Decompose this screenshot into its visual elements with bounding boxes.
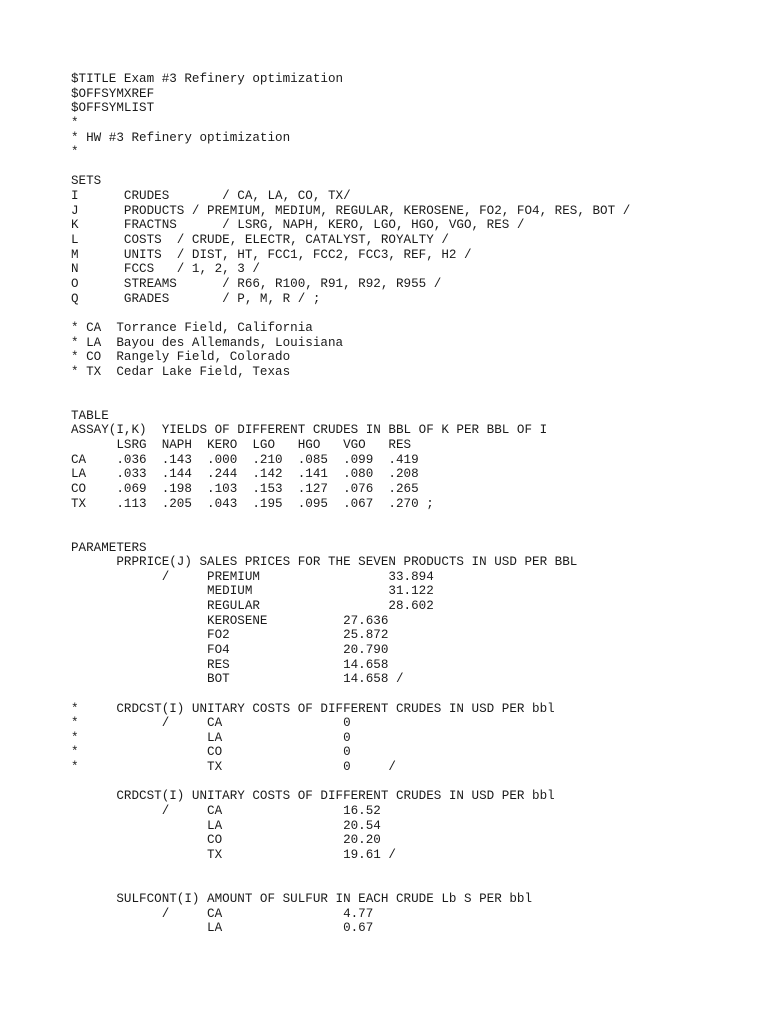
code-line: CRDCST(I) UNITARY COSTS OF DIFFERENT CRUDES IN USD PER bbl bbox=[71, 789, 555, 804]
code-line: * bbox=[71, 145, 79, 160]
code-line: / CA 4.77 bbox=[71, 906, 374, 921]
code-line: LA .033 .144 .244 .142 .141 .080 .208 bbox=[71, 467, 419, 482]
code-line: LA 20.54 bbox=[71, 818, 381, 833]
code-line: * bbox=[71, 115, 79, 130]
code-line: CO .069 .198 .103 .153 .127 .076 .265 bbox=[71, 481, 419, 496]
code-line: FO2 25.872 bbox=[71, 628, 389, 643]
code-line: Q GRADES / P, M, R / ; bbox=[71, 291, 321, 306]
code-line: * CRDCST(I) UNITARY COSTS OF DIFFERENT CRUDES IN USD PER bbl bbox=[71, 701, 555, 716]
code-line: J PRODUCTS / PREMIUM, MEDIUM, REGULAR, KEROSENE, FO2, FO4, RES, BOT / bbox=[71, 203, 631, 218]
code-line: PARAMETERS bbox=[71, 540, 147, 555]
code-line: RES 14.658 bbox=[71, 657, 389, 672]
code-line: / PREMIUM 33.894 bbox=[71, 569, 434, 584]
code-line: CO 20.20 bbox=[71, 833, 381, 848]
code-line bbox=[71, 379, 630, 394]
code-line: N FCCS / 1, 2, 3 / bbox=[71, 262, 260, 277]
code-line: * CO 0 bbox=[71, 745, 351, 760]
code-line: MEDIUM 31.122 bbox=[71, 584, 434, 599]
code-line: TABLE bbox=[71, 408, 109, 423]
gams-source-document bbox=[71, 72, 630, 936]
code-line: ASSAY(I,K) YIELDS OF DIFFERENT CRUDES IN BBL OF K PER BBL OF I bbox=[71, 423, 548, 438]
code-line bbox=[71, 511, 630, 526]
code-line: / CA 16.52 bbox=[71, 804, 381, 819]
code-line: I CRUDES / CA, LA, CO, TX/ bbox=[71, 189, 351, 204]
code-line: * TX Cedar Lake Field, Texas bbox=[71, 364, 291, 379]
code-line: M UNITS / DIST, HT, FCC1, FCC2, FCC3, REF, H2 / bbox=[71, 247, 472, 262]
code-line bbox=[71, 687, 630, 702]
code-line bbox=[71, 526, 630, 541]
code-line: TX 19.61 / bbox=[71, 847, 396, 862]
code-line: * LA Bayou des Allemands, Louisiana bbox=[71, 335, 344, 350]
code-line: * TX 0 / bbox=[71, 760, 396, 775]
code-line bbox=[71, 775, 630, 790]
code-line: PRPRICE(J) SALES PRICES FOR THE SEVEN PRODUCTS IN USD PER BBL bbox=[71, 555, 578, 570]
code-line bbox=[71, 863, 630, 878]
code-line: BOT 14.658 / bbox=[71, 672, 404, 687]
code-line: REGULAR 28.602 bbox=[71, 599, 434, 614]
code-line: * / CA 0 bbox=[71, 716, 351, 731]
code-line bbox=[71, 306, 630, 321]
code-line bbox=[71, 877, 630, 892]
code-line: * HW #3 Refinery optimization bbox=[71, 130, 291, 145]
code-line: $OFFSYMXREF bbox=[71, 86, 155, 101]
code-line bbox=[71, 160, 630, 175]
code-line: SETS bbox=[71, 174, 102, 189]
code-line: KEROSENE 27.636 bbox=[71, 613, 389, 628]
code-line: * LA 0 bbox=[71, 730, 351, 745]
code-line: K FRACTNS / LSRG, NAPH, KERO, LGO, HGO, VGO, RES / bbox=[71, 218, 525, 233]
code-line: FO4 20.790 bbox=[71, 642, 389, 657]
code-line: TX .113 .205 .043 .195 .095 .067 .270 ; bbox=[71, 496, 434, 511]
code-line: CA .036 .143 .000 .210 .085 .099 .419 bbox=[71, 452, 419, 467]
code-line: SULFCONT(I) AMOUNT OF SULFUR IN EACH CRUDE Lb S PER bbl bbox=[71, 891, 533, 906]
code-line: O STREAMS / R66, R100, R91, R92, R955 / bbox=[71, 276, 442, 291]
code-line: $TITLE Exam #3 Refinery optimization bbox=[71, 72, 344, 86]
code-line: L COSTS / CRUDE, ELECTR, CATALYST, ROYALTY / bbox=[71, 233, 449, 248]
code-line: LA 0.67 bbox=[71, 921, 374, 936]
code-line: * CA Torrance Field, California bbox=[71, 320, 313, 335]
code-line bbox=[71, 394, 630, 409]
code-line: $OFFSYMLIST bbox=[71, 101, 155, 116]
code-line: * CO Rangely Field, Colorado bbox=[71, 350, 291, 365]
code-line: LSRG NAPH KERO LGO HGO VGO RES bbox=[71, 438, 412, 453]
